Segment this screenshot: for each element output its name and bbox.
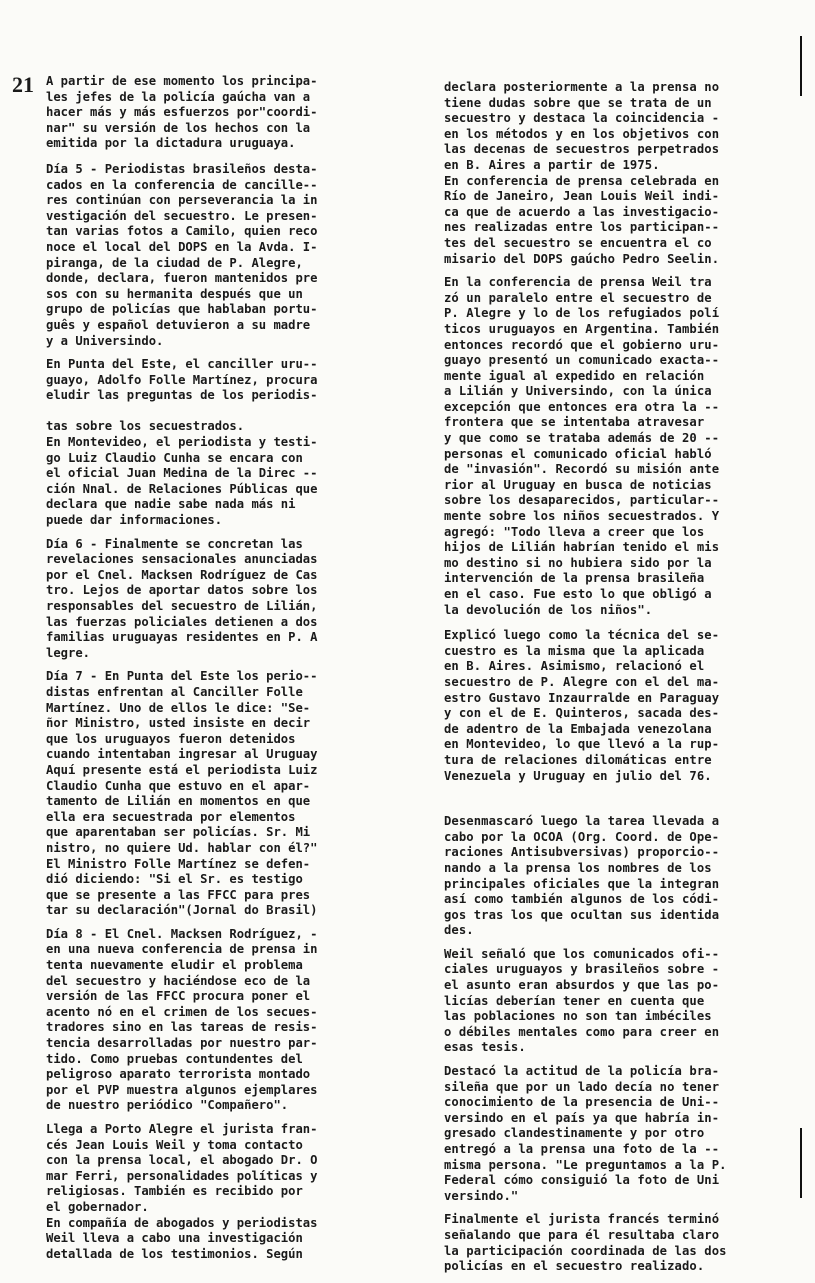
paragraph-ocoa: Desenmascaró luego la tarea llevada a cabo por la OCOA (Org. Coord. de Ope- raciones Antisubversivas) proporcio-- nando a la prensa los nombres de los principales oficiales que la integran así como también algunos de los códi- gos tras los que ocultan sus identida des. — [444, 814, 720, 938]
paragraph-dia-7: Día 7 - En Punta del Este los perio-- distas enfrentan al Canciller Folle Martínez. Uno de ellos le dice: "Se- ñor Ministro, usted insiste en decir que los uruguayos fueron detenidos cuando intentaban ingresar al Uruguay Aquí presente está el periodista Luiz Claudio Cunha que estuvo en el apar- tamento de Lilián en momentos en que ella era secuestrada por elementos que aparentaban ser policías. Sr. Mi nistro, no quiere Ud. hablar con él?" El Ministro Folle Martínez se defen- dió diciendo: "Si el Sr. es testigo que se presente a las FFCC para pres tar su declaración"(Jornal do Brasil) — [46, 669, 318, 918]
paragraph-intro: A partir de ese momento los principa- les jefes de la policía gaúcha van a hacer más y más esfuerzos por"coordi- nar" su versión de los hechos con la emitida por la dictadura uruguaya. — [46, 74, 318, 151]
paragraph-dia-8: Día 8 - El Cnel. Macksen Rodríguez, - en una nueva conferencia de prensa in tenta nuevamente eludir el problema del secuestro y haciéndose eco de la versión de las FFCC procura poner el acento nó en el crimen de los secues- tradores sino en las tareas de resis- tencia desarrolladas por nuestro par- tido. Como pruebas contundentes del peligroso aparato terrorista montado por el PVP muestra algunos ejemplares de nuestro periódico "Compañero". — [46, 926, 318, 1113]
paragraph-weil-declara: declara posteriormente a la prensa no tiene dudas sobre que se trata de un secuestro y destaca la coincidencia - en los métodos y en los objetivos con las decenas de secuestros perpetrados en B. Aires a partir de 1975. En conferencia de prensa celebrada en Río de Janeiro, Jean Louis Weil indi- ca que de acuerdo a las investigacio- nes realizadas entre los participan-- tes del secuestro se encuentra el co misario del DOPS gaúcho Pedro Seelin. — [444, 80, 720, 266]
paragraph-weil-paralelo: En la conferencia de prensa Weil tra zó un paralelo entre el secuestro de P. Alegre y lo de los refugiados polí ticos uruguayos en Argentina. También entonces recordó que el gobierno uru- guayo presentó un comunicado exacta-- mente igual al expedido en relación a Lilián y Universindo, con la única excepción que entonces era otra la -- frontera que se intentaba atravesar y que como se trataba además de 20 -- personas el comunicado oficial habló de "invasión". Recordó su misión ante rior al Uruguay en busca de noticias sobre los desaparecidos, particular-- mente sobre los niños secuestrados. Y agregó: "Todo lleva a creer que los hijos de Lilián habrían tenido el mis mo destino si no hubiera sido por la intervención de la prensa brasileña en el caso. Fue esto lo que obligó a la devolución de los niños". — [444, 275, 720, 617]
paragraph-porto-alegre: Llega a Porto Alegre el jurista fran- cés Jean Louis Weil y toma contacto con la prensa local, el abogado Dr. O mar Ferri, personalidades políticas y religiosas. También es recibido por el gobernador. En compañía de abogados y periodistas Weil lleva a cabo una investigación detallada de los testimonios. Según — [46, 1122, 318, 1261]
right-column — [444, 80, 780, 1283]
paragraph-tecnica-secuestro: Explicó luego como la técnica del se- cuestro es la misma que la aplicada en B. Aires. Asimismo, relacionó el secuestro de P. Alegre con el del ma- estro Gustavo Inzaurralde en Paraguay y con el de E. Quinteros, sacada des- de adentro de la Embajada venezolana en Montevideo, lo que llevó a la rup- tura de relaciones dilomáticas entre Venezuela y Uruguay en julio del 76. — [444, 628, 720, 783]
margin-rule-bottom — [800, 1128, 802, 1198]
paragraph-conclusion: Finalmente el jurista francés terminó señalando que para él resultaba claro la participación coordinada de las dos policías en el secuestro realizado. — [444, 1212, 727, 1274]
paragraph-punta-del-este: En Punta del Este, el canciller uru-- guayo, Adolfo Folle Martínez, procura eludir las preguntas de los periodis- tas sobre los secuestrados. En Montevideo, el periodista y testi- go Luiz Claudio Cunha se encara con el oficial Juan Medina de la Direc -- ción Nnal. de Relaciones Públicas que declara que nadie sabe nada más ni puede dar informaciones. — [46, 357, 318, 528]
margin-rule-top — [800, 36, 802, 96]
left-column — [46, 74, 382, 1270]
paragraph-dia-5: Día 5 - Periodistas brasileños desta- cados en la conferencia de cancille-- res continúan con perseverancia la in vestigación del secuestro. Le presen- tan varias fotos a Camilo, quien reco noce el local del DOPS en la Avda. I- piranga, de la ciudad de P. Alegre, donde, declara, fueron mantenidos pre sos con su hermanita después que un grupo de policías que hablaban portu- guês y español detuvieron a su madre y a Universindo. — [46, 161, 318, 348]
paragraph-dia-6: Día 6 - Finalmente se concretan las revelaciones sensacionales anunciadas por el Cnel. Macksen Rodríguez de Cas tro. Lejos de aportar datos sobre los responsables del secuestro de Lilián, las fuerzas policiales detienen a dos familias uruguayas residentes en P. A legre. — [46, 536, 318, 660]
paragraph-comunicados: Weil señaló que los comunicados ofi-- ciales uruguayos y brasileños sobre - el asunto eran absurdos y que las po- licías deberían tener en cuenta que las poblaciones no son tan imbéciles o débiles mentales como para creer en esas tesis. — [444, 946, 720, 1055]
paragraph-policia-brasilena: Destacó la actitud de la policía bra- sileña que por un lado decía no tener conocimiento de la presencia de Uni-- versindo en el país ya que habría in- gresado clandestinamente y por otro entregó a la prensa una foto de la -- misma persona. "Le preguntamos a la P. Federal cómo consiguió la foto de Uni versindo." — [444, 1064, 727, 1203]
page-number: 21 — [12, 72, 34, 97]
